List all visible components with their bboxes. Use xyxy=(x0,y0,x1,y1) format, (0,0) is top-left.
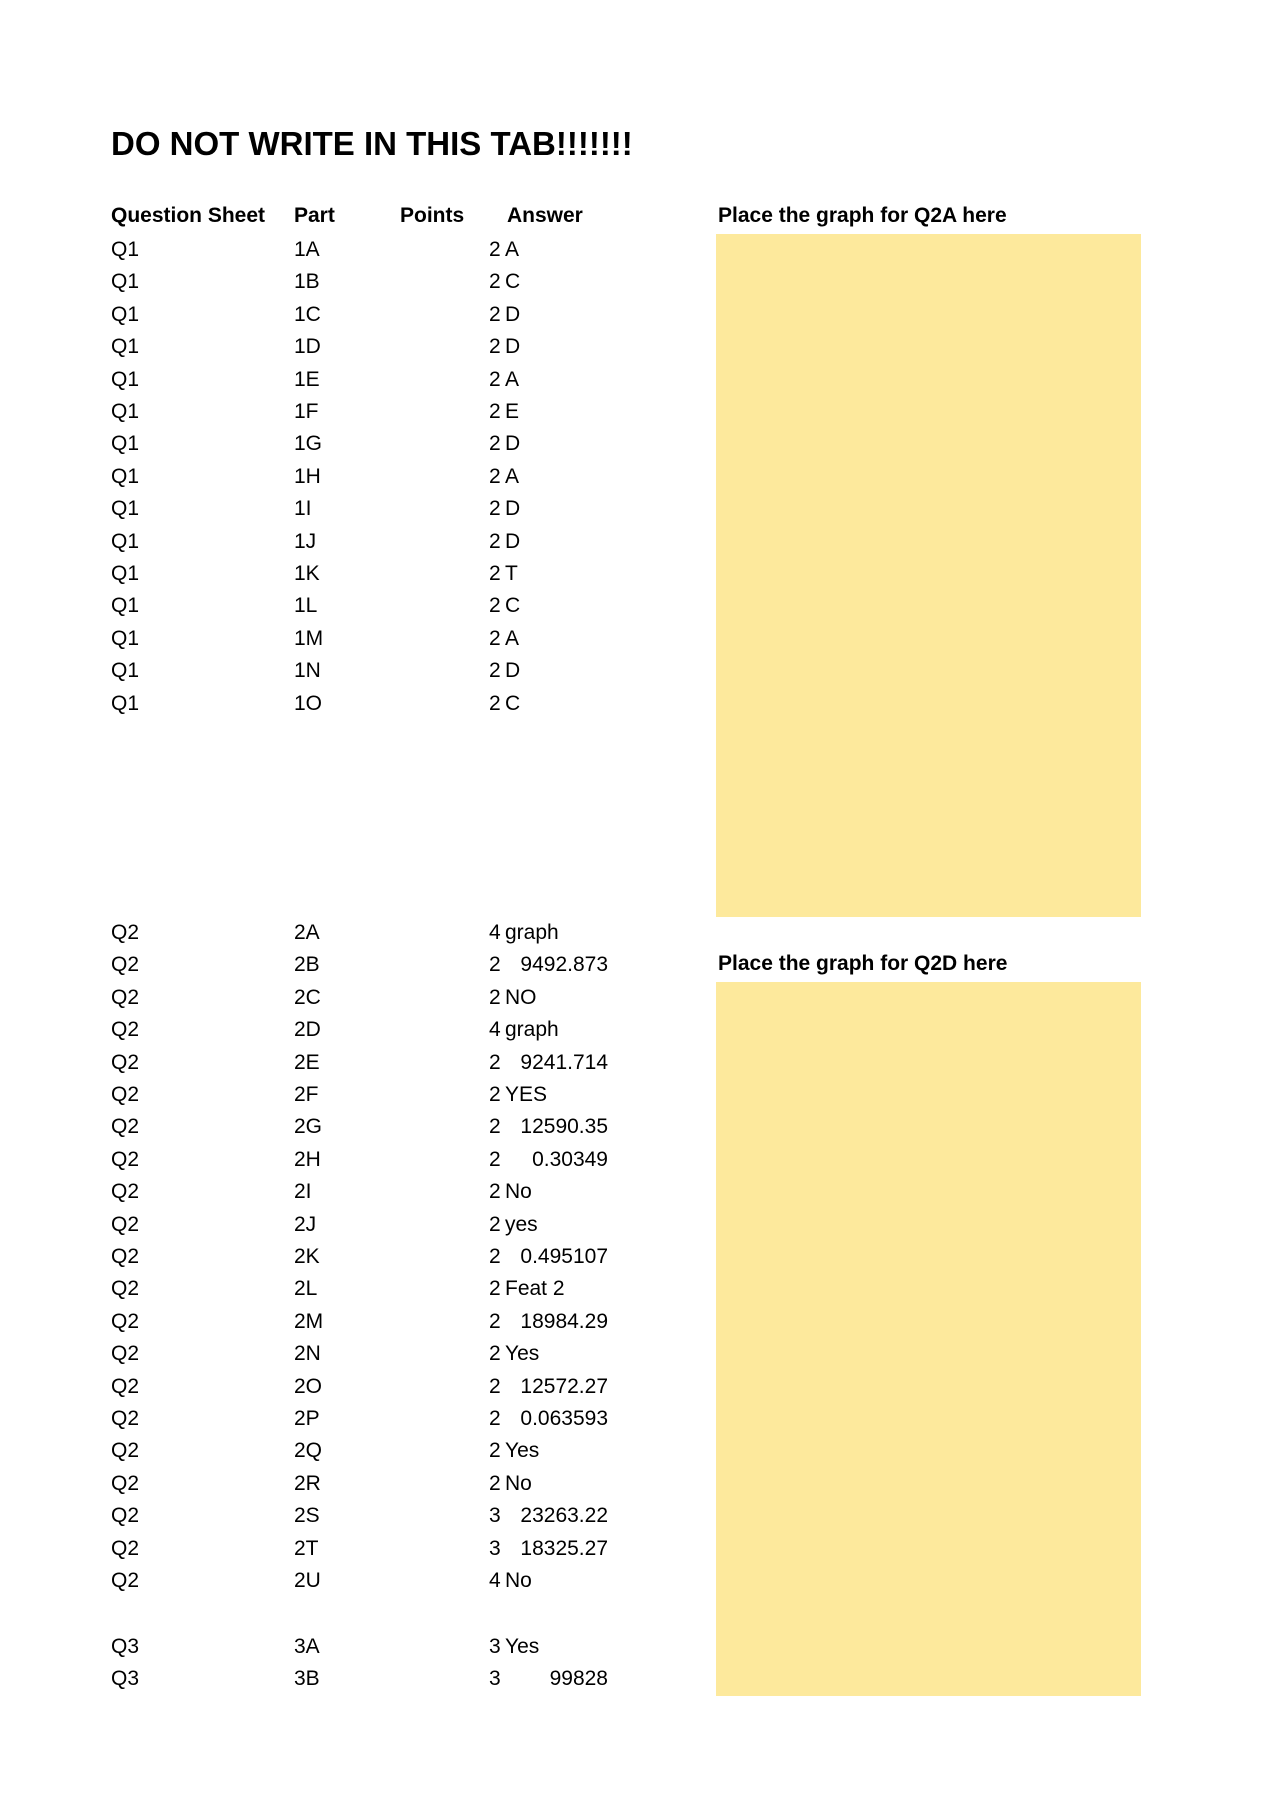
answer-number-cell: 12572.27 xyxy=(520,1374,608,1398)
points-cell: 2 xyxy=(489,1147,501,1171)
points-cell: 4 xyxy=(489,1018,501,1042)
part-cell: 1M xyxy=(294,626,324,650)
header-question-sheet: Question Sheet xyxy=(111,204,266,227)
answer-number-cell: 9492.873 xyxy=(520,953,608,977)
part-cell: 2F xyxy=(294,1083,319,1106)
points-cell: 2 xyxy=(489,432,501,456)
question-sheet-cell: Q2 xyxy=(111,1050,140,1074)
answer-cell: C xyxy=(505,594,521,618)
header-answer: Answer xyxy=(507,204,583,227)
part-cell: 2H xyxy=(294,1147,321,1171)
points-cell: 2 xyxy=(489,1245,501,1268)
points-cell: 2 xyxy=(489,497,501,521)
answer-number-cell: 18325.27 xyxy=(520,1536,608,1560)
question-sheet-cell: Q2 xyxy=(111,1407,140,1430)
question-sheet-cell: Q1 xyxy=(111,400,140,423)
answer-cell: graph xyxy=(505,1018,559,1042)
part-cell: 1G xyxy=(294,432,323,456)
points-cell: 3 xyxy=(489,1536,501,1560)
points-cell: 2 xyxy=(489,1407,501,1430)
graph-q2a-placeholder xyxy=(716,234,1141,917)
part-cell: 2U xyxy=(294,1569,321,1592)
part-cell: 1B xyxy=(294,270,320,294)
answer-cell: No xyxy=(505,1180,532,1204)
answer-cell: Yes xyxy=(505,1342,540,1366)
question-sheet-cell: Q2 xyxy=(111,1018,140,1042)
points-cell: 3 xyxy=(489,1667,501,1691)
part-cell: 2K xyxy=(294,1245,320,1268)
part-cell: 2Q xyxy=(294,1439,323,1463)
question-sheet-cell: Q3 xyxy=(111,1635,140,1658)
part-cell: 2G xyxy=(294,1115,323,1139)
answer-cell: Feat 2 xyxy=(505,1277,565,1301)
points-cell: 2 xyxy=(489,953,501,977)
header-points: Points xyxy=(400,204,465,227)
points-cell: 2 xyxy=(489,335,501,359)
points-cell: 2 xyxy=(489,691,501,715)
question-sheet-cell: Q1 xyxy=(111,432,140,456)
points-cell: 2 xyxy=(489,1115,501,1139)
question-sheet-cell: Q2 xyxy=(111,1342,140,1366)
part-cell: 2E xyxy=(294,1050,320,1074)
part-cell: 1A xyxy=(294,238,320,261)
question-sheet-cell: Q1 xyxy=(111,367,140,391)
points-cell: 2 xyxy=(489,626,501,650)
question-sheet-cell: Q3 xyxy=(111,1667,140,1691)
points-cell: 2 xyxy=(489,400,501,423)
graph-q2a-label: Place the graph for Q2A here xyxy=(718,204,1007,227)
points-cell: 2 xyxy=(489,659,501,683)
answer-cell: Yes xyxy=(505,1635,540,1658)
part-cell: 2P xyxy=(294,1407,320,1430)
question-sheet-cell: Q1 xyxy=(111,464,140,488)
points-cell: 2 xyxy=(489,1342,501,1366)
question-sheet-cell: Q1 xyxy=(111,594,140,618)
answer-cell: D xyxy=(505,497,521,521)
part-cell: 2A xyxy=(294,921,320,944)
question-sheet-cell: Q2 xyxy=(111,1374,140,1398)
part-cell: 1D xyxy=(294,335,321,359)
points-cell: 2 xyxy=(489,1309,501,1333)
points-cell: 2 xyxy=(489,1277,501,1301)
answer-cell: A xyxy=(505,626,520,650)
part-cell: 2N xyxy=(294,1342,321,1366)
part-cell: 3A xyxy=(294,1635,320,1658)
question-sheet-cell: Q2 xyxy=(111,1083,140,1106)
answer-cell: D xyxy=(505,529,521,553)
answer-cell: D xyxy=(505,302,521,326)
part-cell: 2S xyxy=(294,1504,320,1528)
answer-number-cell: 12590.35 xyxy=(520,1115,608,1139)
part-cell: 1N xyxy=(294,659,321,683)
points-cell: 2 xyxy=(489,985,501,1009)
question-sheet-cell: Q1 xyxy=(111,238,140,261)
points-cell: 3 xyxy=(489,1635,501,1658)
points-cell: 2 xyxy=(489,529,501,553)
points-cell: 2 xyxy=(489,1374,501,1398)
part-cell: 2D xyxy=(294,1018,321,1042)
question-sheet-cell: Q2 xyxy=(111,1147,140,1171)
answer-number-cell: 0.495107 xyxy=(520,1245,608,1268)
answer-cell: YES xyxy=(505,1083,548,1106)
answer-number-cell: 18984.29 xyxy=(520,1309,608,1333)
answer-cell: NO xyxy=(505,985,537,1009)
answer-cell: A xyxy=(505,238,520,261)
answer-number-cell: 0.063593 xyxy=(520,1407,608,1430)
answer-number-cell: 99828 xyxy=(549,1667,608,1691)
points-cell: 2 xyxy=(489,1180,501,1204)
part-cell: 3B xyxy=(294,1667,320,1691)
points-cell: 2 xyxy=(489,1439,501,1463)
part-cell: 1H xyxy=(294,464,321,488)
question-sheet-cell: Q1 xyxy=(111,562,140,585)
answer-number-cell: 9241.714 xyxy=(520,1050,608,1074)
points-cell: 4 xyxy=(489,1569,501,1592)
question-sheet-cell: Q2 xyxy=(111,1245,140,1268)
part-cell: 2J xyxy=(294,1212,317,1236)
answer-cell: T xyxy=(505,562,518,585)
points-cell: 2 xyxy=(489,238,501,261)
part-cell: 2R xyxy=(294,1471,321,1495)
answer-cell: A xyxy=(505,367,520,391)
part-cell: 1E xyxy=(294,367,320,391)
points-cell: 2 xyxy=(489,1050,501,1074)
part-cell: 1L xyxy=(294,594,318,618)
points-cell: 2 xyxy=(489,367,501,391)
question-sheet-cell: Q2 xyxy=(111,1536,140,1560)
header-part: Part xyxy=(294,204,335,227)
question-sheet-cell: Q2 xyxy=(111,1212,140,1236)
points-cell: 2 xyxy=(489,464,501,488)
part-cell: 1C xyxy=(294,302,321,326)
answer-cell: E xyxy=(505,400,520,423)
page-title: DO NOT WRITE IN THIS TAB!!!!!!! xyxy=(111,125,633,162)
points-cell: 2 xyxy=(489,1471,501,1495)
part-cell: 2C xyxy=(294,985,321,1009)
answer-cell: D xyxy=(505,659,521,683)
answer-cell: No xyxy=(505,1471,532,1495)
points-cell: 2 xyxy=(489,302,501,326)
answer-cell: No xyxy=(505,1569,532,1592)
answer-cell: C xyxy=(505,691,521,715)
answer-cell: Yes xyxy=(505,1439,540,1463)
part-cell: 2I xyxy=(294,1180,312,1204)
question-sheet-cell: Q1 xyxy=(111,626,140,650)
answer-number-cell: 0.30349 xyxy=(532,1147,608,1171)
points-cell: 2 xyxy=(489,562,501,585)
part-cell: 2M xyxy=(294,1309,324,1333)
question-sheet-cell: Q1 xyxy=(111,270,140,294)
part-cell: 1F xyxy=(294,400,319,423)
graph-q2d-label: Place the graph for Q2D here xyxy=(718,952,1008,975)
graph-q2d-placeholder xyxy=(716,982,1141,1696)
part-cell: 1K xyxy=(294,562,320,585)
question-sheet-cell: Q1 xyxy=(111,335,140,359)
answer-cell: A xyxy=(505,464,520,488)
points-cell: 4 xyxy=(489,921,501,944)
answer-cell: D xyxy=(505,335,521,359)
question-sheet-cell: Q2 xyxy=(111,1115,140,1139)
part-cell: 2O xyxy=(294,1374,323,1398)
part-cell: 2B xyxy=(294,953,320,977)
question-sheet-cell: Q1 xyxy=(111,302,140,326)
part-cell: 1I xyxy=(294,497,312,521)
points-cell: 2 xyxy=(489,270,501,294)
question-sheet-cell: Q2 xyxy=(111,1504,140,1528)
question-sheet-cell: Q1 xyxy=(111,497,140,521)
answer-cell: D xyxy=(505,432,521,456)
answer-number-cell: 23263.22 xyxy=(520,1504,608,1528)
points-cell: 2 xyxy=(489,1212,501,1236)
part-cell: 1J xyxy=(294,529,317,553)
part-cell: 1O xyxy=(294,691,323,715)
answer-cell: C xyxy=(505,270,521,294)
question-sheet-cell: Q2 xyxy=(111,1439,140,1463)
question-sheet-cell: Q1 xyxy=(111,691,140,715)
question-sheet-cell: Q2 xyxy=(111,953,140,977)
question-sheet-cell: Q2 xyxy=(111,1277,140,1301)
question-sheet-cell: Q2 xyxy=(111,921,140,944)
part-cell: 2T xyxy=(294,1536,319,1560)
question-sheet-cell: Q1 xyxy=(111,529,140,553)
part-cell: 2L xyxy=(294,1277,318,1301)
answer-cell: yes xyxy=(505,1212,538,1236)
question-sheet-cell: Q2 xyxy=(111,1309,140,1333)
question-sheet-cell: Q2 xyxy=(111,1180,140,1204)
question-sheet-cell: Q2 xyxy=(111,1569,140,1592)
question-sheet-cell: Q1 xyxy=(111,659,140,683)
answer-cell: graph xyxy=(505,921,559,944)
points-cell: 2 xyxy=(489,594,501,618)
points-cell: 2 xyxy=(489,1083,501,1106)
points-cell: 3 xyxy=(489,1504,501,1528)
question-sheet-cell: Q2 xyxy=(111,985,140,1009)
question-sheet-cell: Q2 xyxy=(111,1471,140,1495)
